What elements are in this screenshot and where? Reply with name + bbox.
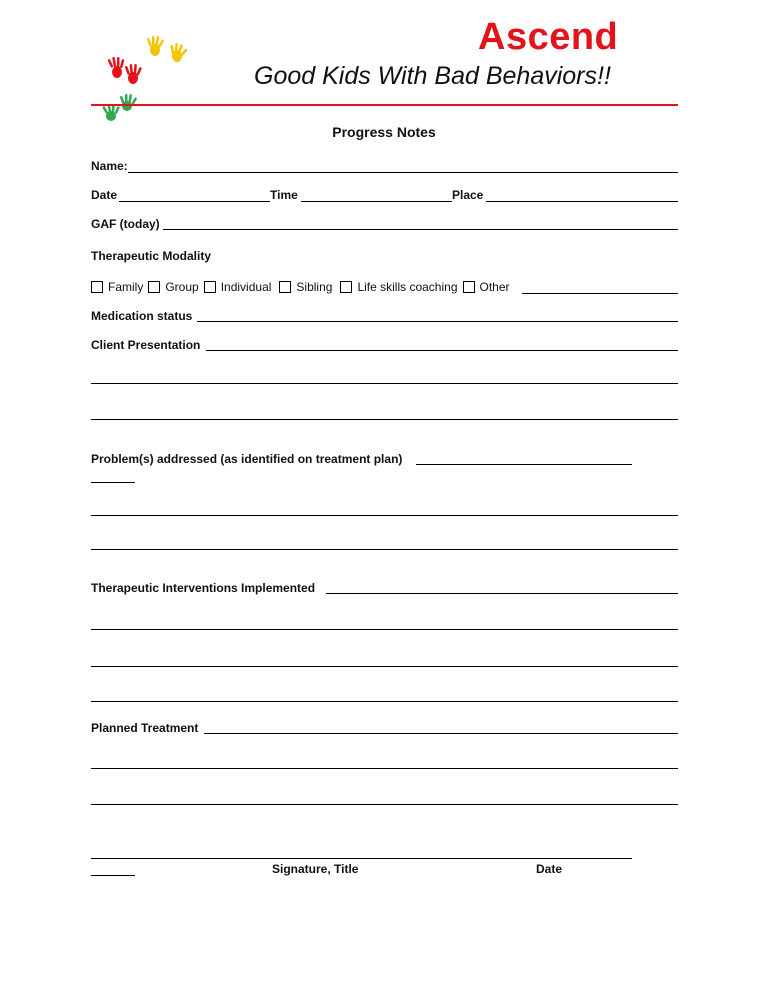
modality-options [91, 280, 510, 294]
place-label: Place [452, 188, 484, 202]
problems-line-3[interactable] [91, 549, 678, 550]
hands-icon [95, 36, 195, 126]
gaf-field[interactable] [163, 229, 678, 230]
signature-date-label: Date [536, 862, 563, 876]
name-label: Name: [91, 159, 128, 173]
planned-label: Planned Treatment [91, 721, 199, 735]
time-label: Time [270, 188, 298, 202]
planned-line-3[interactable] [91, 804, 678, 805]
interventions-line-4[interactable] [91, 701, 678, 702]
interventions-line-2[interactable] [91, 629, 678, 630]
gaf-label: GAF (today) [91, 217, 160, 231]
date-label: Date [91, 188, 118, 202]
other-checkbox[interactable] [463, 281, 475, 293]
problems-field-wrap[interactable] [91, 482, 135, 483]
problems-label: Problem(s) addressed (as identified on treatment plan) [91, 452, 403, 466]
other-field[interactable] [522, 293, 678, 294]
individual-option-label: Individual [220, 280, 272, 294]
presentation-line-2[interactable] [91, 383, 678, 384]
problems-field[interactable] [416, 464, 632, 465]
header-divider [91, 104, 678, 106]
family-checkbox[interactable] [91, 281, 103, 293]
sibling-option-label: Sibling [296, 280, 333, 294]
date-field[interactable] [119, 201, 270, 202]
group-option-label: Group [165, 280, 199, 294]
planned-field[interactable] [204, 733, 678, 734]
sibling-checkbox[interactable] [279, 281, 291, 293]
signature-label: Signature, Title [272, 862, 359, 876]
name-field[interactable] [128, 172, 678, 173]
presentation-label: Client Presentation [91, 338, 201, 352]
family-option-label: Family [108, 280, 144, 294]
medication-label: Medication status [91, 309, 193, 323]
signature-field[interactable] [91, 858, 632, 859]
individual-checkbox[interactable] [204, 281, 216, 293]
group-checkbox[interactable] [148, 281, 160, 293]
time-field[interactable] [301, 201, 452, 202]
modality-label: Therapeutic Modality [91, 249, 212, 263]
brand-name: Ascend [478, 16, 619, 58]
presentation-line-3[interactable] [91, 419, 678, 420]
medication-field[interactable] [197, 321, 678, 322]
form-title: Progress Notes [332, 124, 436, 140]
tagline: Good Kids With Bad Behaviors!! [254, 62, 611, 90]
interventions-line-3[interactable] [91, 666, 678, 667]
other-option-label: Other [479, 280, 510, 294]
interventions-label: Therapeutic Interventions Implemented [91, 581, 316, 595]
interventions-field[interactable] [326, 593, 678, 594]
signature-field-wrap[interactable] [91, 875, 135, 876]
life-skills-checkbox[interactable] [340, 281, 352, 293]
planned-line-2[interactable] [91, 768, 678, 769]
life-skills-option-label: Life skills coaching [357, 280, 458, 294]
presentation-field[interactable] [206, 350, 678, 351]
hands-logo [95, 36, 195, 126]
problems-line-2[interactable] [91, 515, 678, 516]
place-field[interactable] [486, 201, 678, 202]
